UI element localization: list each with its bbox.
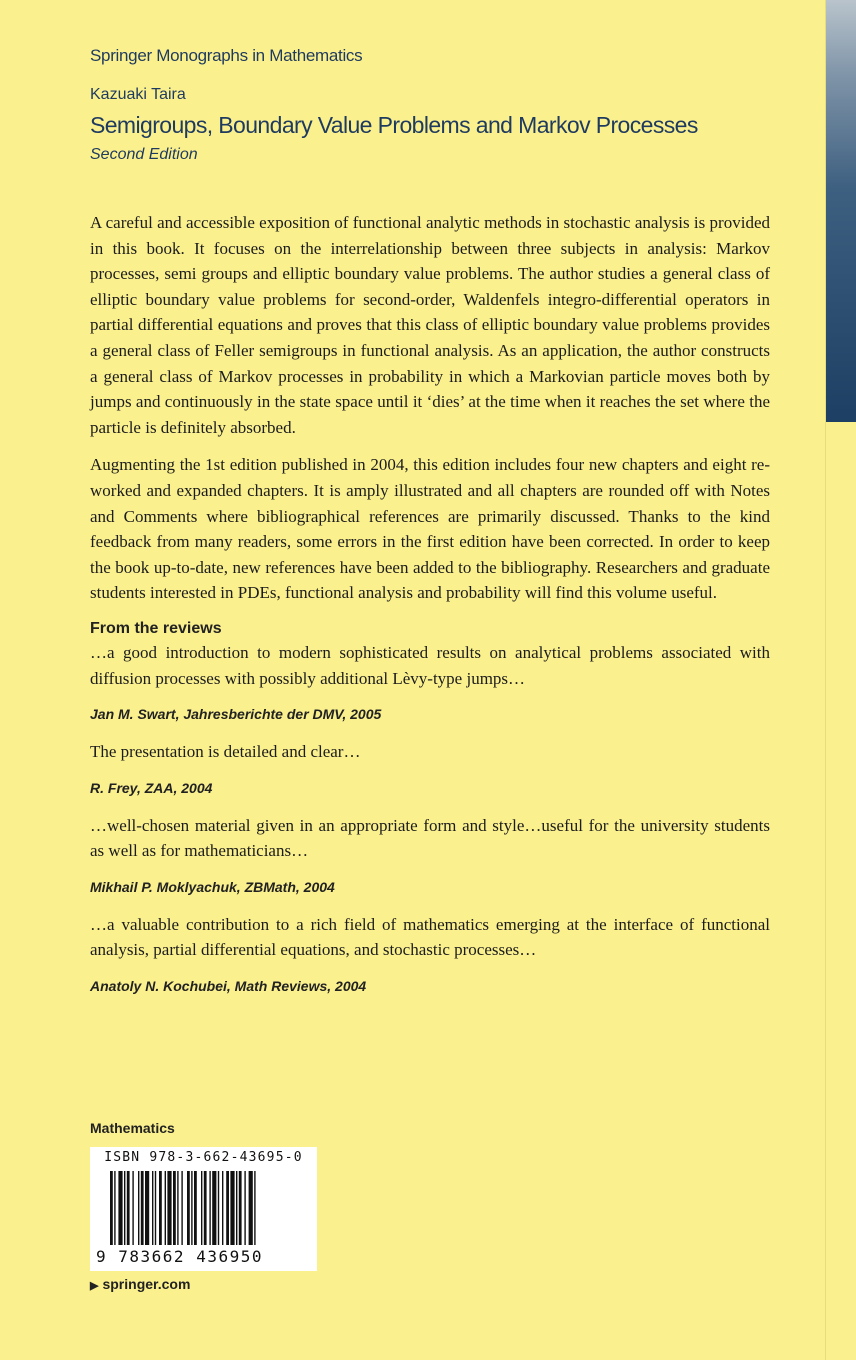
edition-label: Second Edition: [90, 146, 198, 163]
review-quote: …well-chosen material given in an appropriate form and style…useful for the university students as well as for mathematicians…: [90, 815, 770, 861]
reviews-heading: From the reviews: [90, 619, 222, 637]
review-quote: The presentation is detailed and clear…: [90, 742, 361, 762]
barcode-bar: [165, 1171, 166, 1245]
barcode-bar: [181, 1171, 182, 1245]
barcode-bar: [222, 1171, 223, 1245]
review-quote: …a good introduction to modern sophisticated results on analytical problems associated with diffusion processes with possibly additional Lèvy-type jumps…: [90, 642, 770, 688]
barcode-bar: [124, 1171, 125, 1245]
barcode-bar: [167, 1171, 171, 1245]
book-title: Semigroups, Boundary Value Problems and Markov Processes: [90, 112, 698, 138]
review-item: [90, 739, 770, 799]
review-item: [90, 640, 770, 725]
series-name: Springer Monographs in Mathematics: [90, 46, 363, 65]
barcode-digits: 9 783662 436950: [96, 1247, 263, 1266]
barcode-bar: [218, 1171, 219, 1245]
review-quote: …a valuable contribution to a rich field of mathematics emerging at the interface of functional analysis, partial differential equations, and stochastic processes…: [90, 914, 770, 960]
triangle-right-icon: ▶: [90, 1280, 99, 1292]
review-item: [90, 912, 770, 997]
barcode-bar: [201, 1171, 202, 1245]
barcode-bar: [141, 1171, 144, 1245]
barcode-bar: [244, 1171, 245, 1245]
website-link[interactable]: [90, 1276, 190, 1292]
review-source: Mikhail P. Moklyachuk, ZBMath, 2004: [90, 878, 335, 895]
review-source: Jan M. Swart, Jahresberichte der DMV, 2005: [90, 706, 382, 723]
barcode-bar: [239, 1171, 242, 1245]
review-item: [90, 813, 770, 898]
barcode-bar: [114, 1171, 115, 1245]
review-source: Anatoly N. Kochubei, Math Reviews, 2004: [90, 978, 367, 995]
author-name: Kazuaki Taira: [90, 86, 186, 103]
barcode-bar: [118, 1171, 122, 1245]
barcode-bar: [226, 1171, 229, 1245]
barcode-bar: [230, 1171, 234, 1245]
isbn-label: ISBN 978-3-662-43695-0: [104, 1150, 303, 1165]
barcode-bar: [187, 1171, 190, 1245]
review-source: R. Frey, ZAA, 2004: [90, 779, 213, 796]
subject-label: Mathematics: [90, 1120, 175, 1136]
barcode-bar: [145, 1171, 149, 1245]
barcode-bar: [138, 1171, 139, 1245]
barcode-bar: [155, 1171, 156, 1245]
barcode-bar: [249, 1171, 253, 1245]
barcode-bar: [127, 1171, 130, 1245]
barcode-bar: [173, 1171, 176, 1245]
spine-edge: [825, 0, 856, 1360]
barcode-bar: [191, 1171, 192, 1245]
blurb-body: [90, 210, 770, 1011]
spine-blue-band: [826, 0, 856, 422]
website-text: springer.com: [102, 1276, 191, 1292]
barcode-bar: [152, 1171, 153, 1245]
blurb-paragraph: Augmenting the 1st edition published in 2004, this edition includes four new chapters and eight re-worked and expanded chapters. It is amply illustrated and all chapters are rounded off with Notes and Comments where bibliographical references are primarily discussed. Thanks to the kind feedback from many readers, some errors in the first edition have been corrected. In order to keep the book up-to-date, new references have been added to the bibliography. Researchers and graduate students interested in PDEs, functional analysis and probability will find this volume useful.: [90, 455, 770, 603]
barcode-bar: [194, 1171, 197, 1245]
barcode-bar: [177, 1171, 178, 1245]
barcode-bars: [110, 1171, 300, 1251]
barcode-bar: [236, 1171, 237, 1245]
barcode-bar: [204, 1171, 207, 1245]
barcode-bar: [110, 1171, 113, 1245]
barcode-bar: [209, 1171, 210, 1245]
barcode-bar: [132, 1171, 133, 1245]
isbn-barcode: [90, 1147, 317, 1271]
barcode-bar: [159, 1171, 162, 1245]
barcode-bar: [254, 1171, 255, 1245]
blurb-paragraph: A careful and accessible exposition of functional analytic methods in stochastic analysis is provided in this book. It focuses on the interrelationship between three subjects in analysis: Markov processes, semi groups and elliptic boundary value problems. The author studies a general class of elliptic boundary value problems for second-order, Waldenfels integro-differential operators in partial differential equations and proves that this class of elliptic boundary value problems provides a general class of Feller semigroups in functional analysis. As an application, the author constructs a general class of Markov processes in probability in which a Markovian particle moves both by jumps and continuously in the state space until it ‘dies’ at the time when it reaches the set where the particle is definitely absorbed.: [90, 213, 770, 437]
barcode-bar: [212, 1171, 216, 1245]
